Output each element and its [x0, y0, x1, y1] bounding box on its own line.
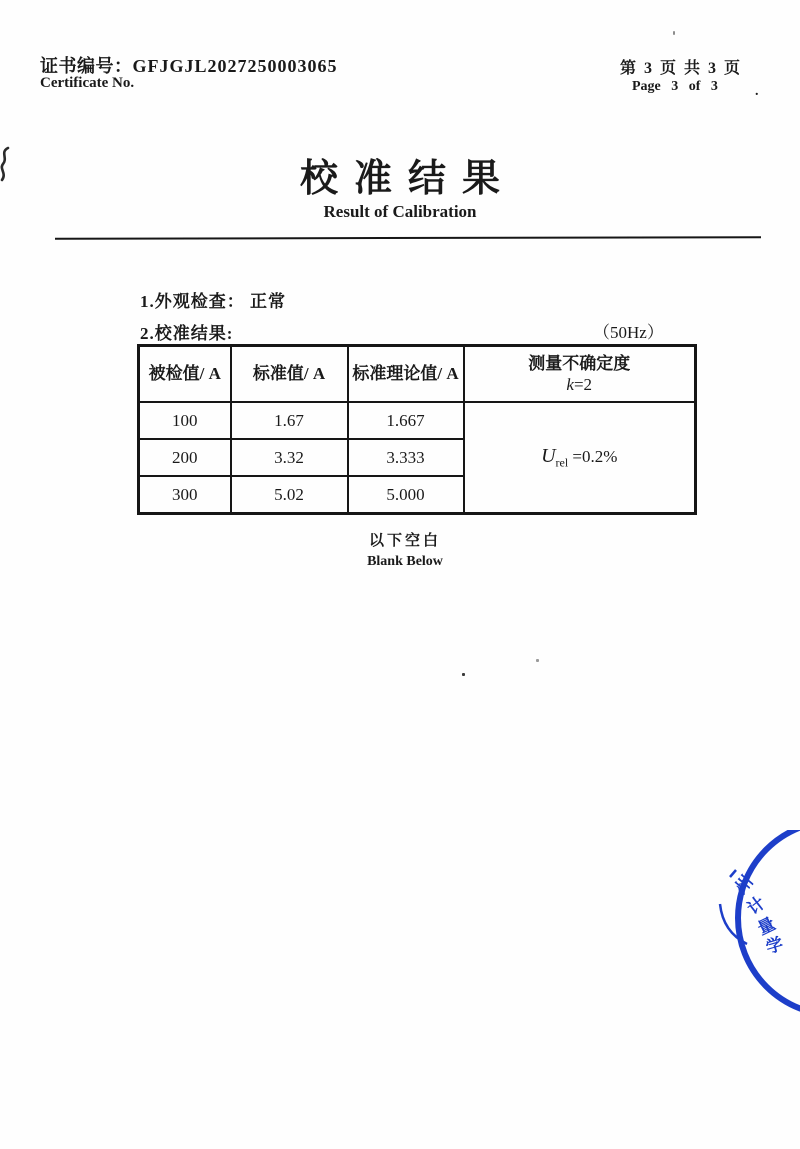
- measured-value-cell: 200: [139, 439, 231, 476]
- page-subtitle: Result of Calibration: [323, 202, 477, 221]
- uncertainty-header-text: 测量不确定度: [528, 353, 631, 373]
- scan-speck: [673, 31, 675, 35]
- uncertainty-subscript: rel: [555, 455, 569, 470]
- header-divider-rule: [55, 236, 761, 239]
- col-header-uncertainty: [464, 346, 696, 403]
- col-header-standard-value: 标准值/ A: [231, 346, 348, 403]
- col-header-measured-value: 被检值/ A: [139, 346, 231, 403]
- seal-char: 量: [754, 914, 779, 939]
- frequency-note: （50Hz）: [593, 323, 664, 342]
- scan-speck: [462, 673, 465, 676]
- blank-below-zh: 以下空白: [368, 533, 441, 549]
- theoretical-value-cell: 5.000: [348, 476, 464, 514]
- table-header-row: [139, 346, 696, 403]
- col-header-standard-theoretical-value: 标准理论值/ A: [348, 346, 464, 403]
- certificate-number-value: GFJGJL2027250003065: [132, 56, 338, 76]
- table-row: [139, 402, 696, 439]
- coverage-factor-value: =2: [573, 375, 593, 394]
- uncertainty-symbol: U: [541, 445, 556, 468]
- scan-speck: [536, 659, 539, 662]
- certificate-number-label-en: Certificate No.: [40, 75, 135, 91]
- seal-stamp: [690, 830, 800, 1015]
- page-number-trailing-dot: .: [755, 84, 759, 99]
- page-title: 校准结果: [299, 158, 516, 200]
- theoretical-value-cell: 1.667: [348, 402, 464, 439]
- blank-below-en: Blank Below: [367, 554, 443, 569]
- page-number-zh: 第 3 页 共 3 页: [620, 60, 743, 77]
- measured-value-cell: 100: [139, 402, 231, 439]
- seal-char: 学: [763, 934, 786, 958]
- coverage-factor-symbol: k: [566, 375, 574, 394]
- certificate-number-label: 证书编号：: [40, 56, 133, 76]
- standard-value-cell: 1.67: [231, 402, 348, 439]
- standard-value-cell: 3.32: [231, 439, 348, 476]
- calibration-table-wrap: [137, 344, 697, 515]
- seal-tick-mark: [730, 870, 736, 877]
- seal-stamp-graphic: [690, 830, 800, 1015]
- theoretical-value-cell: 3.333: [348, 439, 464, 476]
- calibration-table: [137, 344, 697, 515]
- left-edge-scan-artifact: [0, 146, 12, 186]
- seal-char: 州: [731, 871, 757, 898]
- visual-inspection-line: 1.外观检查： 正常: [140, 292, 286, 311]
- page-number-en: Page 3 of 3: [632, 79, 718, 94]
- measured-value-cell: 300: [139, 476, 231, 514]
- standard-value-cell: 5.02: [231, 476, 348, 514]
- seal-char: 计: [743, 893, 769, 919]
- calibration-result-line: 2.校准结果:: [140, 324, 234, 343]
- uncertainty-value-cell: [464, 402, 696, 514]
- uncertainty-value: =0.2%: [568, 447, 618, 467]
